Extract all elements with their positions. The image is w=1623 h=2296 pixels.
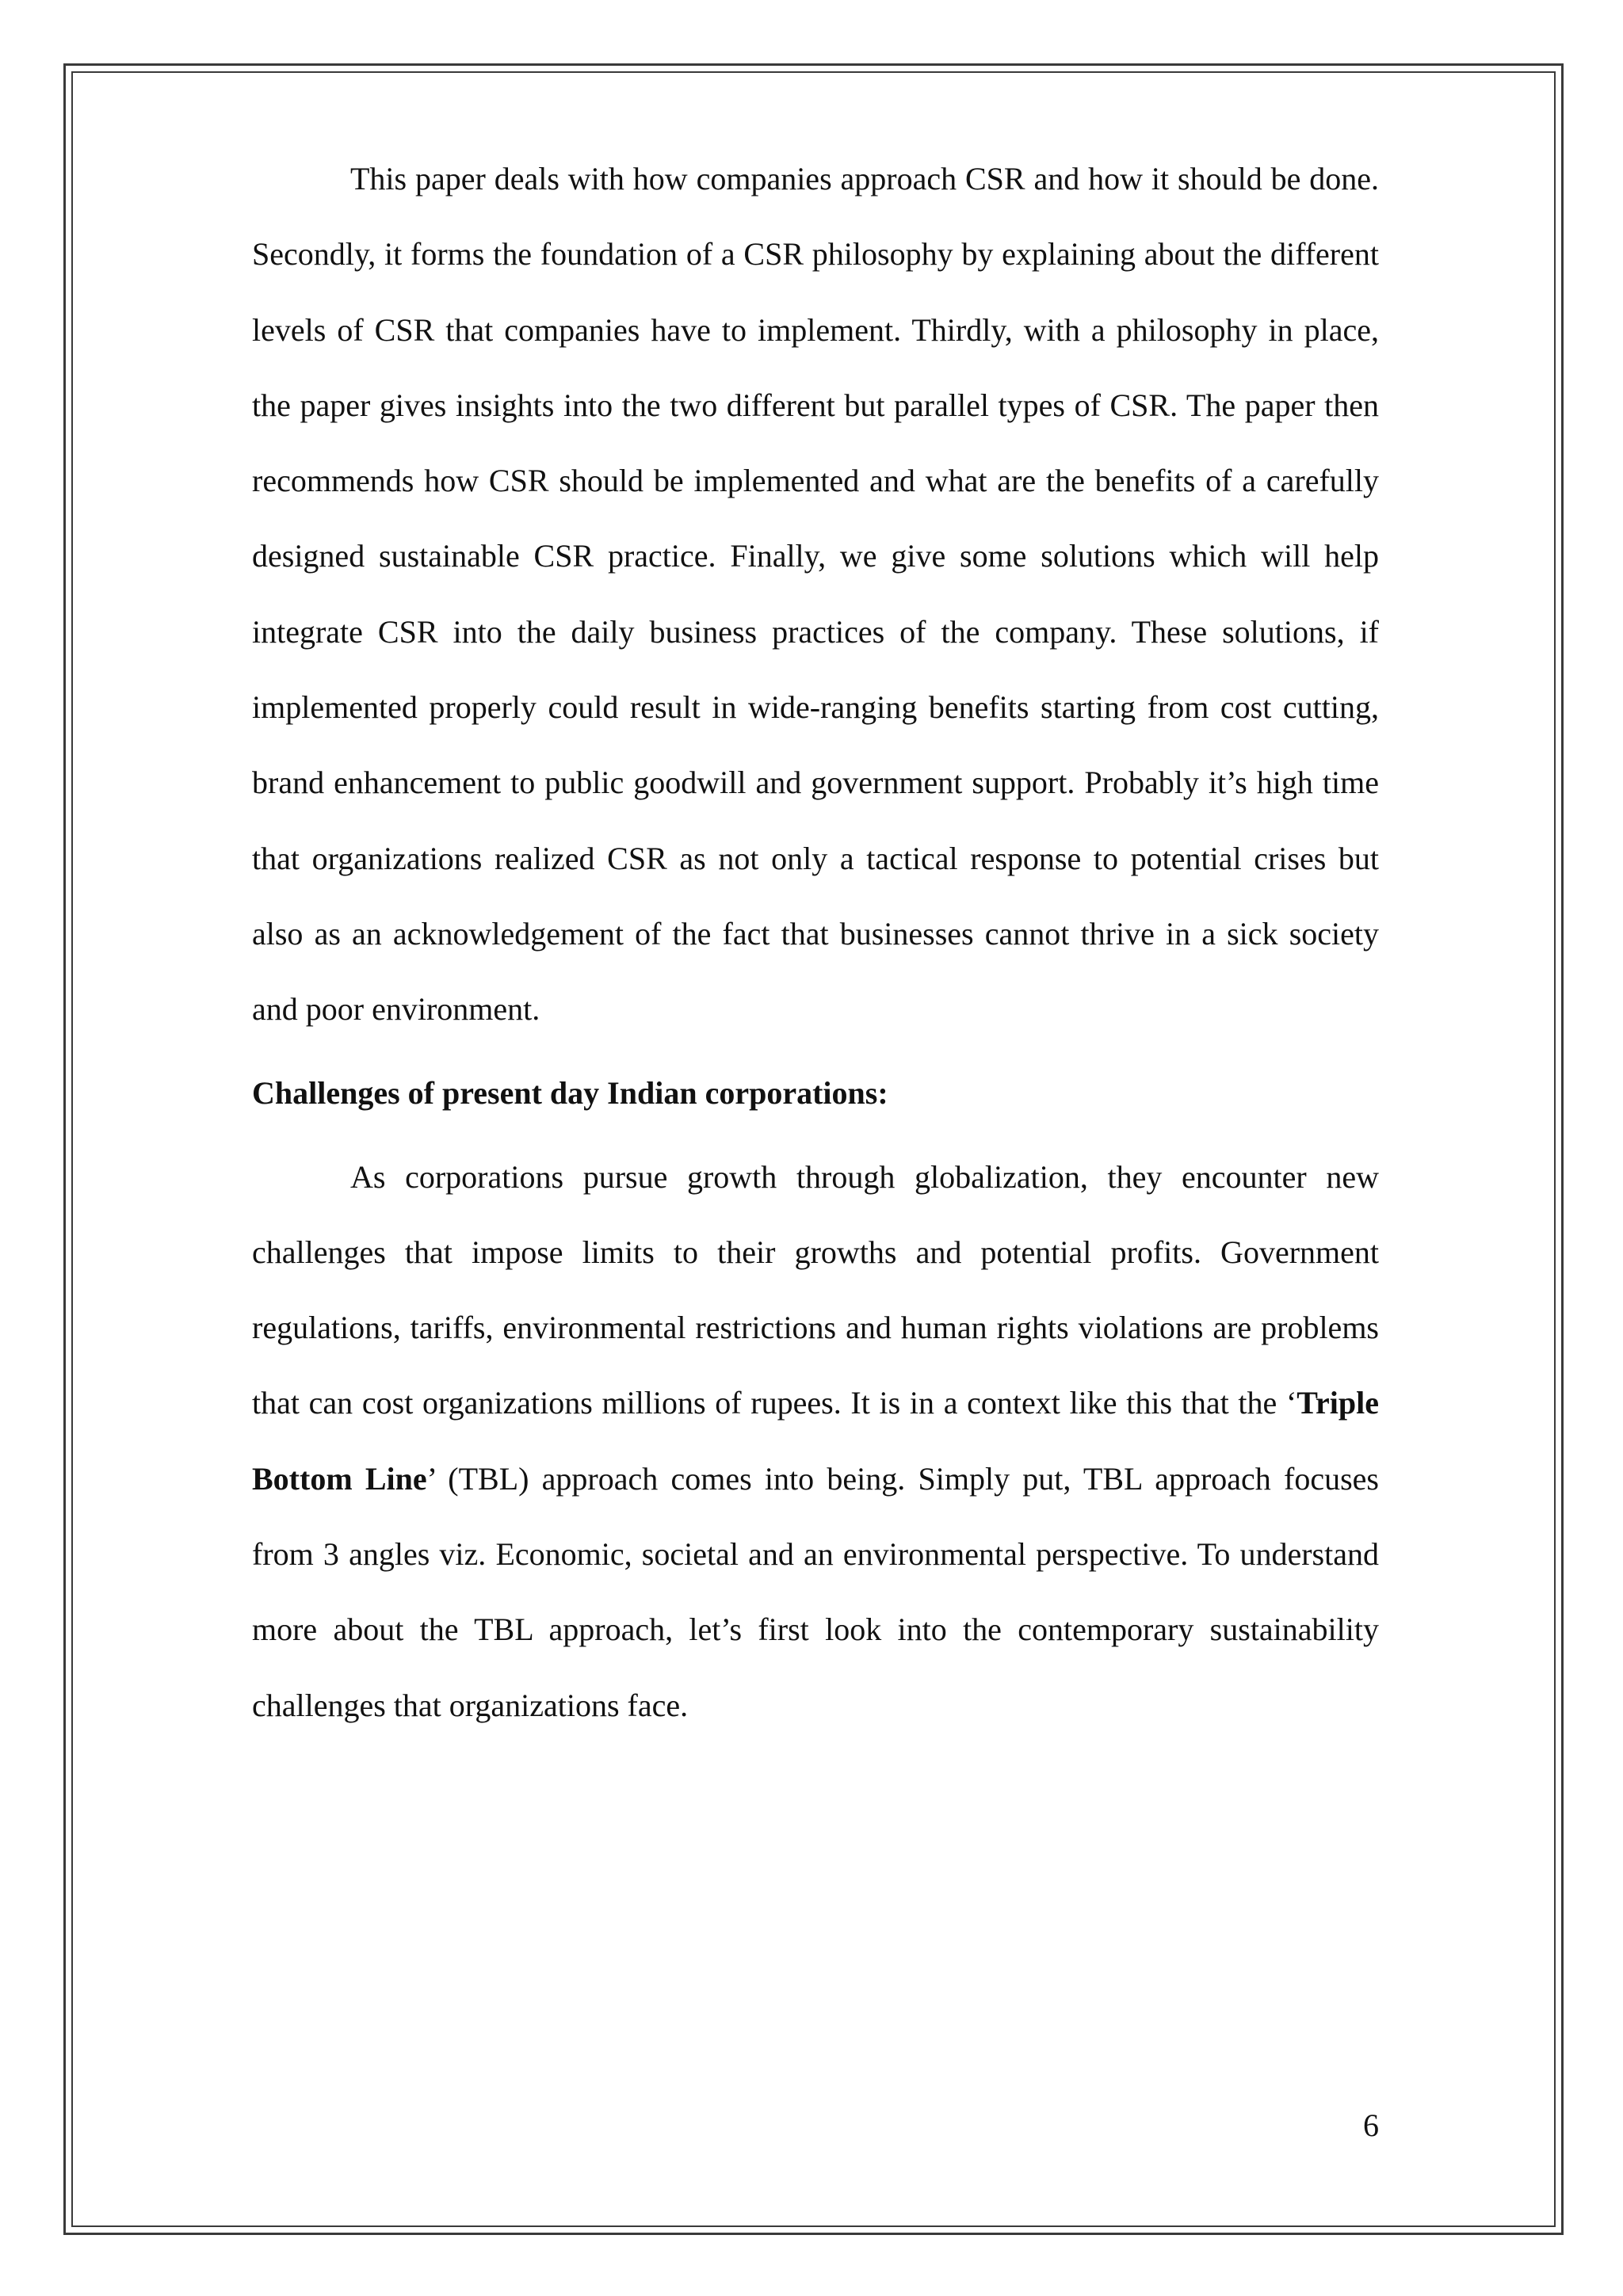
page-number: 6 bbox=[1363, 2107, 1379, 2143]
page-content bbox=[252, 141, 1379, 1743]
challenges-paragraph bbox=[252, 1139, 1379, 1743]
challenges-text-before: As corporations pursue growth through globalization, they encounter new challenges that impose limits to their growths and potential profits. Government regulations, tariffs, environmental restrictions and human rights violations are problems that can cost organizations millions of rupees. It is in a context like this that the ‘ bbox=[252, 1158, 1379, 1421]
spacer bbox=[252, 1109, 1379, 1139]
triple-bottom-line-term: Triple Bottom Line bbox=[252, 1385, 1379, 1497]
intro-paragraph: This paper deals with how companies approach CSR and how it should be done. Secondly, it forms the foundation of a CSR philosophy by explaining about the different levels of CSR that companies have to implement. Thirdly, with a philosophy in place, the paper gives insights into the two different but parallel types of CSR. The paper then recommends how CSR should be implemented and what are the benefits of a carefully designed sustainable CSR practice. Finally, we give some solutions which will help integrate CSR into the daily business practices of the company. These solutions, if implemented properly could result in wide-ranging benefits starting from cost cutting, brand enhancement to public goodwill and government support. Probably it’s high time that organizations realized CSR as not only a tactical response to potential crises but also as an acknowledgement of the fact that businesses cannot thrive in a sick society and poor environment. bbox=[252, 161, 1379, 1028]
spacer bbox=[252, 1047, 1379, 1077]
challenges-text-after: ’ (TBL) approach comes into being. Simply put, TBL approach focuses from 3 angles viz. Economic, societal and an environmental perspective. To understand more about the TBL approach, let’s first look into the contemporary sustainability challenges that organizations face. bbox=[252, 1460, 1379, 1723]
section-heading: Challenges of present day Indian corporations: bbox=[252, 1074, 888, 1111]
